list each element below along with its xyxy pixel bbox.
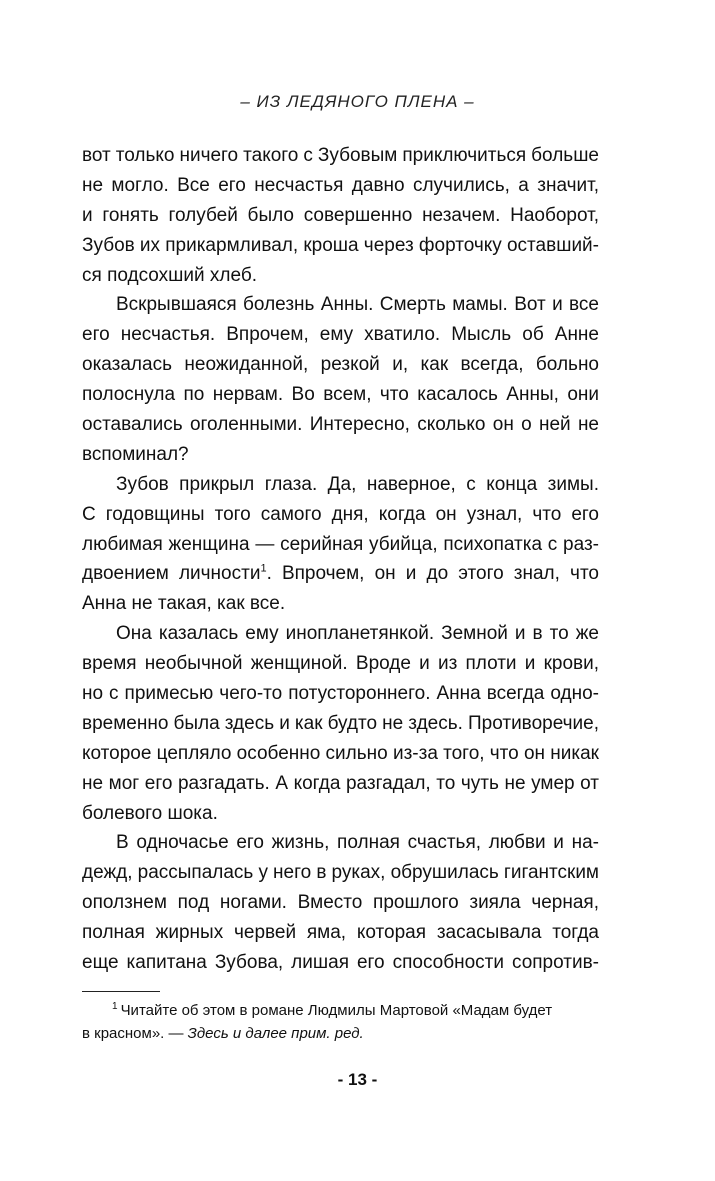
- footnote-reference[interactable]: 1: [260, 563, 267, 576]
- paragraph-3: [82, 470, 599, 619]
- paragraph-1: [82, 141, 599, 290]
- body-text: [82, 141, 599, 978]
- text-line: Она казалась ему инопланетянкой. Земной и в то же: [116, 623, 599, 645]
- text-line: вот только ничего такого с Зубовым приключиться больше: [82, 145, 599, 166]
- paragraph-5: [82, 828, 599, 977]
- footnote-line: [82, 999, 599, 1022]
- footnote: [82, 999, 599, 1045]
- text-line: и гонять голубей было совершенно незачем. Наоборот,: [82, 204, 599, 226]
- text-line: дежд, рассыпалась у него в руках, обрушилась гигантским: [82, 862, 599, 884]
- page-number: - 13 -: [337, 1070, 378, 1089]
- text-line: ся подсохший хлеб.: [82, 264, 258, 286]
- text-line-with-footnote: [82, 559, 599, 589]
- text-line: болевого шока.: [82, 802, 218, 824]
- text-line: вспоминал?: [82, 443, 189, 465]
- text-line: любимая женщина — серийная убийца, психопатка с раз-: [82, 533, 599, 555]
- text-line: не могло. Все его несчастья давно случились, а значит,: [82, 174, 599, 196]
- text-line: его несчастья. Впрочем, ему хватило. Мысль об Анне: [82, 324, 599, 346]
- text-line: временно была здесь и как будто не здесь. Противоречие,: [82, 712, 599, 734]
- text-line: Зубов прикрыл глаза. Да, наверное, с конца зимы.: [116, 473, 599, 495]
- text-line: полоснула по нервам. Во всем, что касалось Анны, они: [82, 384, 599, 406]
- footnote-editor-note: Здесь и далее прим. ред.: [187, 1025, 364, 1042]
- text-line: Вскрывшаяся болезнь Анны. Смерть мамы. Вот и все: [116, 294, 599, 316]
- footnote-text: в красном». —: [82, 1025, 188, 1042]
- text-line: С годовщины того самого дня, когда он узнал, что его: [82, 503, 599, 525]
- footnote-line: [82, 1022, 599, 1045]
- footnote-text: Читайте об этом в романе Людмилы Мартовой «Мадам будет: [120, 1002, 553, 1019]
- text-line: Анна не такая, как все.: [82, 593, 286, 615]
- text-line-part: . Впрочем, он и до этого знал, что: [266, 563, 599, 585]
- text-line: полная жирных червей яма, которая засасывала тогда: [82, 922, 599, 944]
- footnote-divider: [82, 991, 160, 992]
- text-line: время необычной женщиной. Вроде и из плоти и крови,: [82, 653, 599, 675]
- paragraph-2: [82, 290, 599, 469]
- text-line: В одночасье его жизнь, полная счастья, любви и на-: [116, 832, 599, 854]
- footnote-mark: 1: [112, 1001, 118, 1012]
- running-head: – ИЗ ЛЕДЯНОГО ПЛЕНА –: [240, 92, 475, 111]
- text-line: не мог его разгадать. А когда разгадал, то чуть не умер от: [82, 772, 599, 794]
- text-line: которое цепляло особенно сильно из-за того, что он никак: [82, 742, 599, 764]
- text-line: но с примесью чего-то потустороннего. Анна всегда одно-: [82, 683, 599, 705]
- text-line-part: двоением личности: [82, 563, 261, 585]
- text-line: еще капитана Зубова, лишая его способности сопротив-: [82, 952, 599, 974]
- text-line: Зубов их прикармливал, кроша через форточку оставший-: [82, 234, 599, 256]
- paragraph-4: [82, 619, 599, 828]
- text-line: оползнем под ногами. Вместо прошлого зияла черная,: [82, 892, 599, 914]
- text-line: оставались оголенными. Интересно, сколько он о ней не: [82, 414, 599, 436]
- text-line: оказалась неожиданной, резкой и, как всегда, больно: [82, 354, 599, 376]
